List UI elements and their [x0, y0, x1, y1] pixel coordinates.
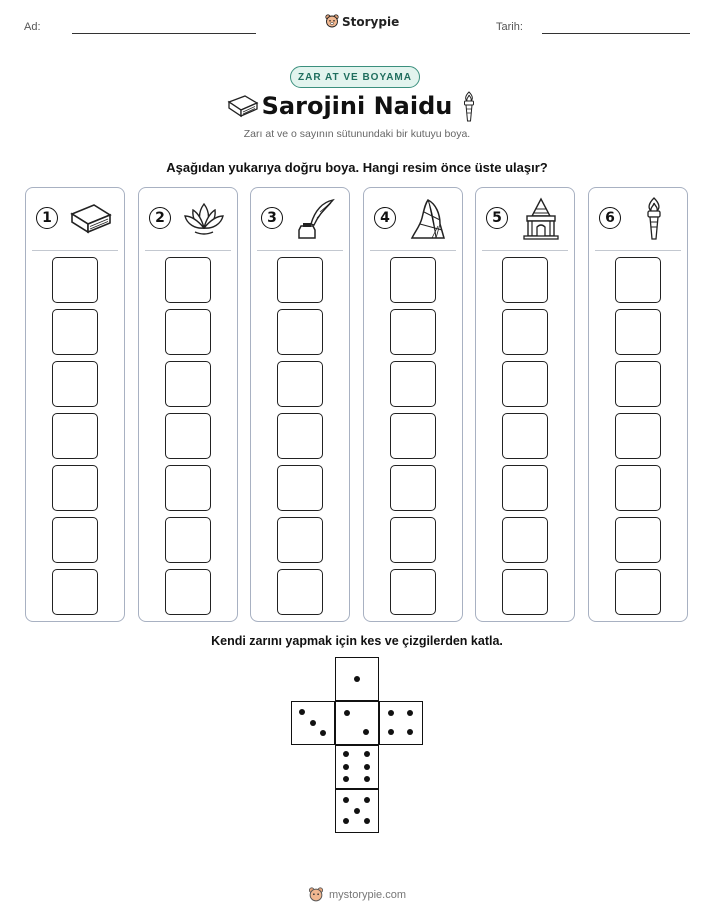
color-box[interactable] — [277, 309, 323, 355]
die-pip — [388, 710, 394, 716]
die-pip — [407, 710, 413, 716]
color-box[interactable] — [165, 569, 211, 615]
torch-icon — [631, 196, 677, 242]
color-box[interactable] — [615, 257, 661, 303]
torch-icon — [461, 91, 477, 123]
temple-icon — [518, 196, 564, 242]
column-3 — [250, 187, 350, 622]
die-pip — [363, 729, 369, 735]
die-pip — [364, 818, 370, 824]
color-box[interactable] — [615, 361, 661, 407]
storypie-logo — [325, 14, 399, 29]
die-pip — [343, 797, 349, 803]
color-box[interactable] — [615, 465, 661, 511]
bear-mascot-icon — [308, 887, 324, 903]
column-number: 6 — [599, 207, 621, 229]
color-box[interactable] — [615, 517, 661, 563]
color-box[interactable] — [52, 569, 98, 615]
lotus-icon — [181, 196, 227, 242]
column-number: 5 — [486, 207, 508, 229]
color-box[interactable] — [52, 257, 98, 303]
column-divider — [145, 250, 231, 251]
column-5 — [475, 187, 575, 622]
color-box[interactable] — [277, 361, 323, 407]
color-box[interactable] — [165, 413, 211, 459]
die-face-4 — [379, 701, 423, 745]
die-face-2 — [335, 701, 379, 745]
die-pip — [388, 729, 394, 735]
footer — [0, 887, 714, 903]
color-box[interactable] — [615, 413, 661, 459]
die-pip — [343, 818, 349, 824]
color-box[interactable] — [502, 309, 548, 355]
subtitle: Zarı at ve o sayının sütunundaki bir kutuyu boya. — [243, 128, 471, 140]
name-label: Ad: — [24, 21, 41, 33]
column-divider — [595, 250, 681, 251]
date-line[interactable] — [542, 33, 690, 34]
instruction-text: Aşağıdan yukarıya doğru boya. Hangi resim önce üste ulaşır? — [166, 160, 548, 175]
color-box[interactable] — [390, 361, 436, 407]
column-number: 3 — [261, 207, 283, 229]
name-line[interactable] — [72, 33, 256, 34]
color-box[interactable] — [502, 413, 548, 459]
page-title: Sarojini Naidu — [261, 92, 453, 120]
die-face-1 — [335, 657, 379, 701]
color-box[interactable] — [502, 465, 548, 511]
color-box[interactable] — [165, 517, 211, 563]
die-pip — [343, 751, 349, 757]
color-box[interactable] — [165, 361, 211, 407]
die-pip — [343, 776, 349, 782]
die-pip — [407, 729, 413, 735]
color-box[interactable] — [390, 309, 436, 355]
color-box[interactable] — [52, 413, 98, 459]
color-box[interactable] — [165, 309, 211, 355]
die-pip — [364, 776, 370, 782]
die-pip — [344, 710, 350, 716]
column-2 — [138, 187, 238, 622]
color-box[interactable] — [502, 361, 548, 407]
die-pip — [310, 720, 316, 726]
activity-badge: ZAR AT VE BOYAMA — [290, 66, 420, 88]
color-box[interactable] — [277, 465, 323, 511]
die-pip — [320, 730, 326, 736]
die-face-3 — [291, 701, 335, 745]
die-pip — [354, 808, 360, 814]
color-box[interactable] — [52, 517, 98, 563]
color-box[interactable] — [277, 257, 323, 303]
quill-inkpot-icon — [293, 196, 339, 242]
color-box[interactable] — [52, 309, 98, 355]
die-pip — [343, 764, 349, 770]
column-number: 2 — [149, 207, 171, 229]
color-box[interactable] — [52, 361, 98, 407]
color-box[interactable] — [390, 465, 436, 511]
die-pip — [364, 797, 370, 803]
column-1 — [25, 187, 125, 622]
die-pip — [299, 709, 305, 715]
column-number: 4 — [374, 207, 396, 229]
color-box[interactable] — [277, 569, 323, 615]
color-box[interactable] — [277, 413, 323, 459]
column-number: 1 — [36, 207, 58, 229]
column-4 — [363, 187, 463, 622]
color-box[interactable] — [165, 257, 211, 303]
die-face-5 — [335, 789, 379, 833]
column-divider — [370, 250, 456, 251]
bear-mascot-icon — [325, 14, 339, 29]
color-box[interactable] — [502, 517, 548, 563]
color-box[interactable] — [277, 517, 323, 563]
column-divider — [482, 250, 568, 251]
die-pip — [364, 751, 370, 757]
color-box[interactable] — [52, 465, 98, 511]
color-box[interactable] — [615, 309, 661, 355]
saree-icon — [406, 196, 452, 242]
color-box[interactable] — [165, 465, 211, 511]
column-6 — [588, 187, 688, 622]
book-icon — [68, 196, 114, 242]
color-box[interactable] — [390, 413, 436, 459]
die-pip — [354, 676, 360, 682]
column-divider — [32, 250, 118, 251]
color-box[interactable] — [615, 569, 661, 615]
color-box[interactable] — [390, 569, 436, 615]
die-instruction: Kendi zarını yapmak için kes ve çizgilerden katla. — [211, 634, 503, 648]
color-box[interactable] — [390, 517, 436, 563]
color-box[interactable] — [502, 569, 548, 615]
color-box[interactable] — [390, 257, 436, 303]
die-face-6 — [335, 745, 379, 789]
column-divider — [257, 250, 343, 251]
die-pip — [364, 764, 370, 770]
color-box[interactable] — [502, 257, 548, 303]
date-label: Tarih: — [496, 21, 523, 33]
logo-text: Storypie — [342, 14, 400, 29]
footer-url[interactable]: mystorypie.com — [328, 889, 407, 901]
